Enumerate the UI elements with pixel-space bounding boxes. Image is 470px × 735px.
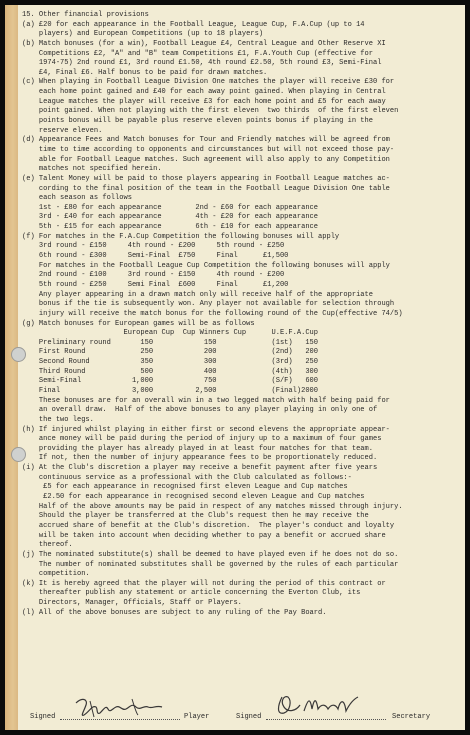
contract-line: Preliminary round 150 150 (1st) 150: [22, 338, 319, 347]
contract-line: (c) When playing in Football League Division One matches the player will receive £30 for: [22, 78, 395, 87]
contract-line: These bonuses are for an overall win in a two legged match with half being paid for: [22, 396, 390, 405]
contract-line: 3rd round - £150 4th round - £200 5th round - £250: [22, 242, 285, 251]
contract-line: League matches the player will receive £3 for each home point and £5 for each away: [22, 97, 386, 106]
contract-line: competition.: [22, 570, 90, 579]
contract-line: 5th - £15 for each appearance 6th - £10 for each appearance: [22, 223, 319, 232]
contract-line: ance money will be paid during the period of injury up to a maximum of four games: [22, 435, 382, 444]
contract-line: 15. Other financial provisions: [22, 11, 149, 19]
contract-line: 5th round - £250 Semi Final £600 Final £1,200: [22, 280, 289, 289]
contract-line: (b) Match bonuses (for a win), Football League £4, Central League and Other Reserve XI: [22, 39, 386, 48]
contract-line: Third Round 500 400 (4th) 300: [22, 367, 319, 376]
contract-line: an overall draw. Half of the above bonuses to any player playing in only one of: [22, 406, 378, 415]
contract-line: cording to the final position of the team in the Football League Division One table: [22, 184, 390, 193]
contract-line: thereof.: [22, 541, 73, 550]
contract-line: If not, then the number of injury appearance fees to be proportionately reduced.: [22, 454, 378, 463]
signature-row: [22, 695, 459, 725]
contract-line: (l) All of the above bonuses are subject to any ruling of the Pay Board.: [22, 608, 327, 617]
contract-line: (e) Talent Money will be paid to those players appearing in Football League matches ac-: [22, 174, 390, 183]
secretary-signed-label: Signed: [236, 713, 262, 721]
contract-line: 1974-75) 2nd round £1, 3rd round £1.50, 4th round £2.50, 5th round £3, Semi-Final: [22, 59, 382, 68]
contract-line: £2.50 for each appearance in recognised second eleven League and Cup matches: [22, 493, 365, 502]
contract-line: 3rd - £40 for each appearance 4th - £20 for each appearance: [22, 213, 319, 222]
contract-line: matches not specified herein.: [22, 165, 162, 174]
contract-line: point gained. When not playing with the first eleven two thirds of the first eleven: [22, 107, 399, 116]
contract-line: 2nd round - £100 3rd round - £150 4th round - £200: [22, 271, 285, 280]
contract-line: (f) For matches in the F.A.Cup Competition the following bonuses will apply: [22, 232, 340, 241]
contract-line: accrued share of benefit at the Club's discretion. The player's conduct and loyalty: [22, 521, 395, 530]
contract-line: Directors, Manager, Officials, Staff or Players.: [22, 599, 242, 608]
contract-line: Final 3,000 2,500 (Final)2000: [22, 386, 319, 395]
contract-line: £4, Final £6. Half bonus to be paid for drawn matches.: [22, 68, 268, 77]
contract-line: (a) £20 for each appearance in the Football League, League Cup, F.A.Cup (up to 14: [22, 20, 365, 29]
contract-line: players) and European Competitions (up to 18 players): [22, 30, 264, 39]
contract-line: £5 for each appearance in recognised first eleven League and Cup matches: [22, 483, 348, 492]
contract-page: [5, 5, 465, 730]
contract-line: able for Football League matches. Such agreement will also apply to any Competition: [22, 155, 390, 164]
contract-line: points bonus will be payable plus reserve eleven points bonus if playing in the: [22, 117, 373, 126]
contract-line: 6th round - £300 Semi-Final £750 Final £1,500: [22, 252, 289, 261]
contract-line: reserve eleven.: [22, 126, 103, 135]
contract-line: time to time according to opponents and circumstances but will not exceed those pay-: [22, 145, 395, 154]
secretary-signature-icon: [274, 691, 374, 721]
player-signature-icon: [72, 695, 172, 721]
player-signed-label: Signed: [30, 713, 56, 721]
contract-line: injury will receive the match bonus for the following round of the Cup(effective 74/5): [22, 309, 403, 318]
contract-line: (i) At the Club's discretion a player may receive a benefit payment after five years: [22, 464, 378, 473]
secretary-label: Secretary: [392, 713, 431, 721]
contract-line: For matches in the Football League Cup Competition the following bonuses will apply: [22, 261, 390, 270]
player-label: Player: [184, 713, 210, 721]
contract-line: (j) The nominated substitute(s) shall be deemed to have played even if he does not do so.: [22, 550, 399, 559]
contract-line: First Round 250 200 (2nd) 200: [22, 348, 319, 357]
contract-line: Half of the above amounts may be paid in respect of any matches missed through injury.: [22, 502, 403, 511]
contract-line: the two legs.: [22, 415, 94, 424]
contract-line: each home point gained and £40 for each away point gained. When playing in Central: [22, 88, 386, 97]
contract-line: Semi-Final 1,000 750 (S/F) 600: [22, 377, 319, 386]
contract-line: Competitions £2, "A" and "B" team Competitions £1, F.A.Youth Cup (effective for: [22, 49, 373, 58]
contract-line: European Cup Cup Winners Cup U.E.F.A.Cup: [22, 329, 319, 338]
binding-tape-strip: [5, 5, 18, 730]
contract-line: Any player appearing in a drawn match only will receive half of the appropriate: [22, 290, 373, 299]
contract-line: Should the player be transferred at the Club's request then he may receive the: [22, 512, 369, 521]
contract-text: [22, 11, 459, 618]
contract-line: 1st - £80 for each appearance 2nd - £60 for each appearance: [22, 203, 319, 212]
contract-line: (g) Match bonuses for European games will be as follows: [22, 319, 255, 328]
contract-line: bonus if the tie is subsequently won. Any player not available for selection through: [22, 300, 395, 309]
contract-line: providing the player has already played in at least four matches for that team.: [22, 444, 373, 453]
contract-line: each season as follows: [22, 194, 132, 203]
contract-line: (d) Appearance Fees and Match bonuses for Tour and Friendly matches will be agreed from: [22, 136, 390, 145]
contract-line: (k) It is hereby agreed that the player will not during the period of this contract or: [22, 579, 386, 588]
contract-line: thereafter publish any statement or article concerning the Everton Club, its: [22, 589, 361, 598]
contract-line: (h) If injured whilst playing in either first or second elevens the appropriate appear-: [22, 425, 390, 434]
contract-line: will be taken into account when deciding whether to pay a benefit or accrued share: [22, 531, 386, 540]
contract-line: Second Round 350 300 (3rd) 250: [22, 358, 319, 367]
contract-line: The number of nominated substitutes shall be governed by the rules of each particular: [22, 560, 399, 569]
contract-line: continuous service as a professional with the Club calculated as follows:-: [22, 473, 352, 482]
